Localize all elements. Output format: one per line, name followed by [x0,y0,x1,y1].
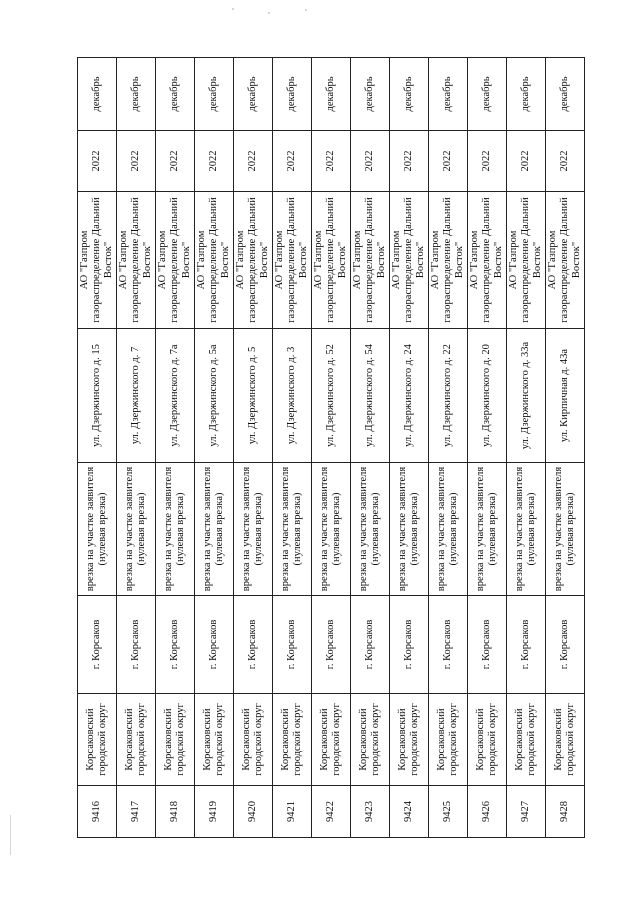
organization-cell: АО "Газпром газораспределение Дальний Восток" [429,192,468,329]
organization-cell: АО "Газпром газораспределение Дальний Восток" [78,192,117,329]
city-cell: г. Корсаков [312,596,351,694]
address-cell: ул. Дзержинского д. 22 [429,329,468,463]
connection-type-cell: врезка на участке заявителя (нулевая врезка) [234,463,273,596]
connection-type-cell: врезка на участке заявителя (нулевая врезка) [195,463,234,596]
table-row [312,58,351,838]
row-number-cell: 9427 [507,786,546,838]
organization-cell: АО "Газпром газораспределение Дальний Восток" [195,192,234,329]
address-cell: ул. Дзержинского д. 7а [156,329,195,463]
table-row [195,58,234,838]
organization-cell: АО "Газпром газораспределение Дальний Восток" [156,192,195,329]
row-number-cell: 9424 [390,786,429,838]
address-cell: ул. Кирпичная д. 43а [546,329,585,463]
district-cell: Корсаковский городской округ [507,694,546,786]
address-cell: ул. Дзержинского д. 20 [468,329,507,463]
connection-type-cell: врезка на участке заявителя (нулевая врезка) [429,463,468,596]
organization-cell: АО "Газпром газораспределение Дальний Восток" [273,192,312,329]
scan-artifact [305,9,307,11]
district-cell: Корсаковский городской округ [156,694,195,786]
year-cell: 2022 [195,131,234,192]
district-cell: Корсаковский городской округ [429,694,468,786]
address-cell: ул. Дзержинского д. 33а [507,329,546,463]
connection-type-cell: врезка на участке заявителя (нулевая врезка) [390,463,429,596]
month-cell: декабрь [156,58,195,131]
row-number-cell: 9418 [156,786,195,838]
address-cell: ул. Дзержинского д. 54 [351,329,390,463]
month-cell: декабрь [468,58,507,131]
address-cell: ул. Дзержинского д. 5 [234,329,273,463]
row-number-cell: 9422 [312,786,351,838]
row-number-cell: 9417 [117,786,156,838]
month-cell: декабрь [117,58,156,131]
year-cell: 2022 [546,131,585,192]
city-cell: г. Корсаков [273,596,312,694]
organization-cell: АО "Газпром газораспределение Дальний Восток" [117,192,156,329]
month-cell: декабрь [351,58,390,131]
year-cell: 2022 [390,131,429,192]
district-cell: Корсаковский городской округ [78,694,117,786]
city-cell: г. Корсаков [468,596,507,694]
organization-cell: АО "Газпром газораспределение Дальний Восток" [468,192,507,329]
table-body [78,58,585,838]
connection-type-cell: врезка на участке заявителя (нулевая врезка) [507,463,546,596]
connection-type-cell: врезка на участке заявителя (нулевая врезка) [78,463,117,596]
city-cell: г. Корсаков [117,596,156,694]
table-row [546,58,585,838]
year-cell: 2022 [468,131,507,192]
month-cell: декабрь [312,58,351,131]
connection-type-cell: врезка на участке заявителя (нулевая врезка) [468,463,507,596]
connection-type-cell: врезка на участке заявителя (нулевая врезка) [546,463,585,596]
year-cell: 2022 [429,131,468,192]
address-cell: ул. Дзержинского д. 7 [117,329,156,463]
year-cell: 2022 [234,131,273,192]
table-row [234,58,273,838]
city-cell: г. Корсаков [390,596,429,694]
address-cell: ул. Дзержинского д. 5а [195,329,234,463]
city-cell: г. Корсаков [156,596,195,694]
organization-cell: АО "Газпром газораспределение Дальний Восток" [312,192,351,329]
district-cell: Корсаковский городской округ [273,694,312,786]
district-cell: Корсаковский городской округ [234,694,273,786]
row-number-cell: 9419 [195,786,234,838]
city-cell: г. Корсаков [234,596,273,694]
year-cell: 2022 [507,131,546,192]
table-row [273,58,312,838]
table-row [351,58,390,838]
month-cell: декабрь [234,58,273,131]
table-row [78,58,117,838]
district-cell: Корсаковский городской округ [468,694,507,786]
connection-type-cell: врезка на участке заявителя (нулевая врезка) [312,463,351,596]
scan-artifact [232,8,234,10]
district-cell: Корсаковский городской округ [546,694,585,786]
district-cell: Корсаковский городской округ [351,694,390,786]
year-cell: 2022 [351,131,390,192]
row-number-cell: 9426 [468,786,507,838]
city-cell: г. Корсаков [507,596,546,694]
month-cell: декабрь [195,58,234,131]
city-cell: г. Корсаков [546,596,585,694]
row-number-cell: 9425 [429,786,468,838]
district-cell: Корсаковский городской округ [195,694,234,786]
connection-type-cell: врезка на участке заявителя (нулевая врезка) [156,463,195,596]
district-cell: Корсаковский городской округ [390,694,429,786]
address-cell: ул. Дзержинского д. 3 [273,329,312,463]
city-cell: г. Корсаков [351,596,390,694]
year-cell: 2022 [117,131,156,192]
row-number-cell: 9428 [546,786,585,838]
organization-cell: АО "Газпром газораспределение Дальний Восток" [390,192,429,329]
address-cell: ул. Дзержинского д. 24 [390,329,429,463]
organization-cell: АО "Газпром газораспределение Дальний Восток" [234,192,273,329]
table-row [117,58,156,838]
city-cell: г. Корсаков [195,596,234,694]
row-number-cell: 9420 [234,786,273,838]
month-cell: декабрь [507,58,546,131]
connection-type-cell: врезка на участке заявителя (нулевая врезка) [351,463,390,596]
month-cell: декабрь [273,58,312,131]
year-cell: 2022 [312,131,351,192]
rotated-table-wrapper [77,58,584,838]
organization-cell: АО "Газпром газораспределение Дальний Восток" [546,192,585,329]
district-cell: Корсаковский городской округ [312,694,351,786]
city-cell: г. Корсаков [429,596,468,694]
table-row [429,58,468,838]
scan-artifact [268,12,270,14]
organization-cell: АО "Газпром газораспределение Дальний Восток" [507,192,546,329]
organization-cell: АО "Газпром газораспределение Дальний Восток" [351,192,390,329]
row-number-cell: 9416 [78,786,117,838]
district-cell: Корсаковский городской округ [117,694,156,786]
table-row [156,58,195,838]
month-cell: декабрь [429,58,468,131]
year-cell: 2022 [273,131,312,192]
row-number-cell: 9421 [273,786,312,838]
month-cell: декабрь [390,58,429,131]
table-row [390,58,429,838]
scan-margin-mark [10,815,11,855]
connection-type-cell: врезка на участке заявителя (нулевая врезка) [273,463,312,596]
connection-type-cell: врезка на участке заявителя (нулевая врезка) [117,463,156,596]
month-cell: декабрь [78,58,117,131]
table-row [468,58,507,838]
address-cell: ул. Дзержинского д. 15 [78,329,117,463]
row-number-cell: 9423 [351,786,390,838]
year-cell: 2022 [78,131,117,192]
table-row [507,58,546,838]
year-cell: 2022 [156,131,195,192]
city-cell: г. Корсаков [78,596,117,694]
connection-schedule-table [77,57,585,838]
address-cell: ул. Дзержинского д. 52 [312,329,351,463]
month-cell: декабрь [546,58,585,131]
